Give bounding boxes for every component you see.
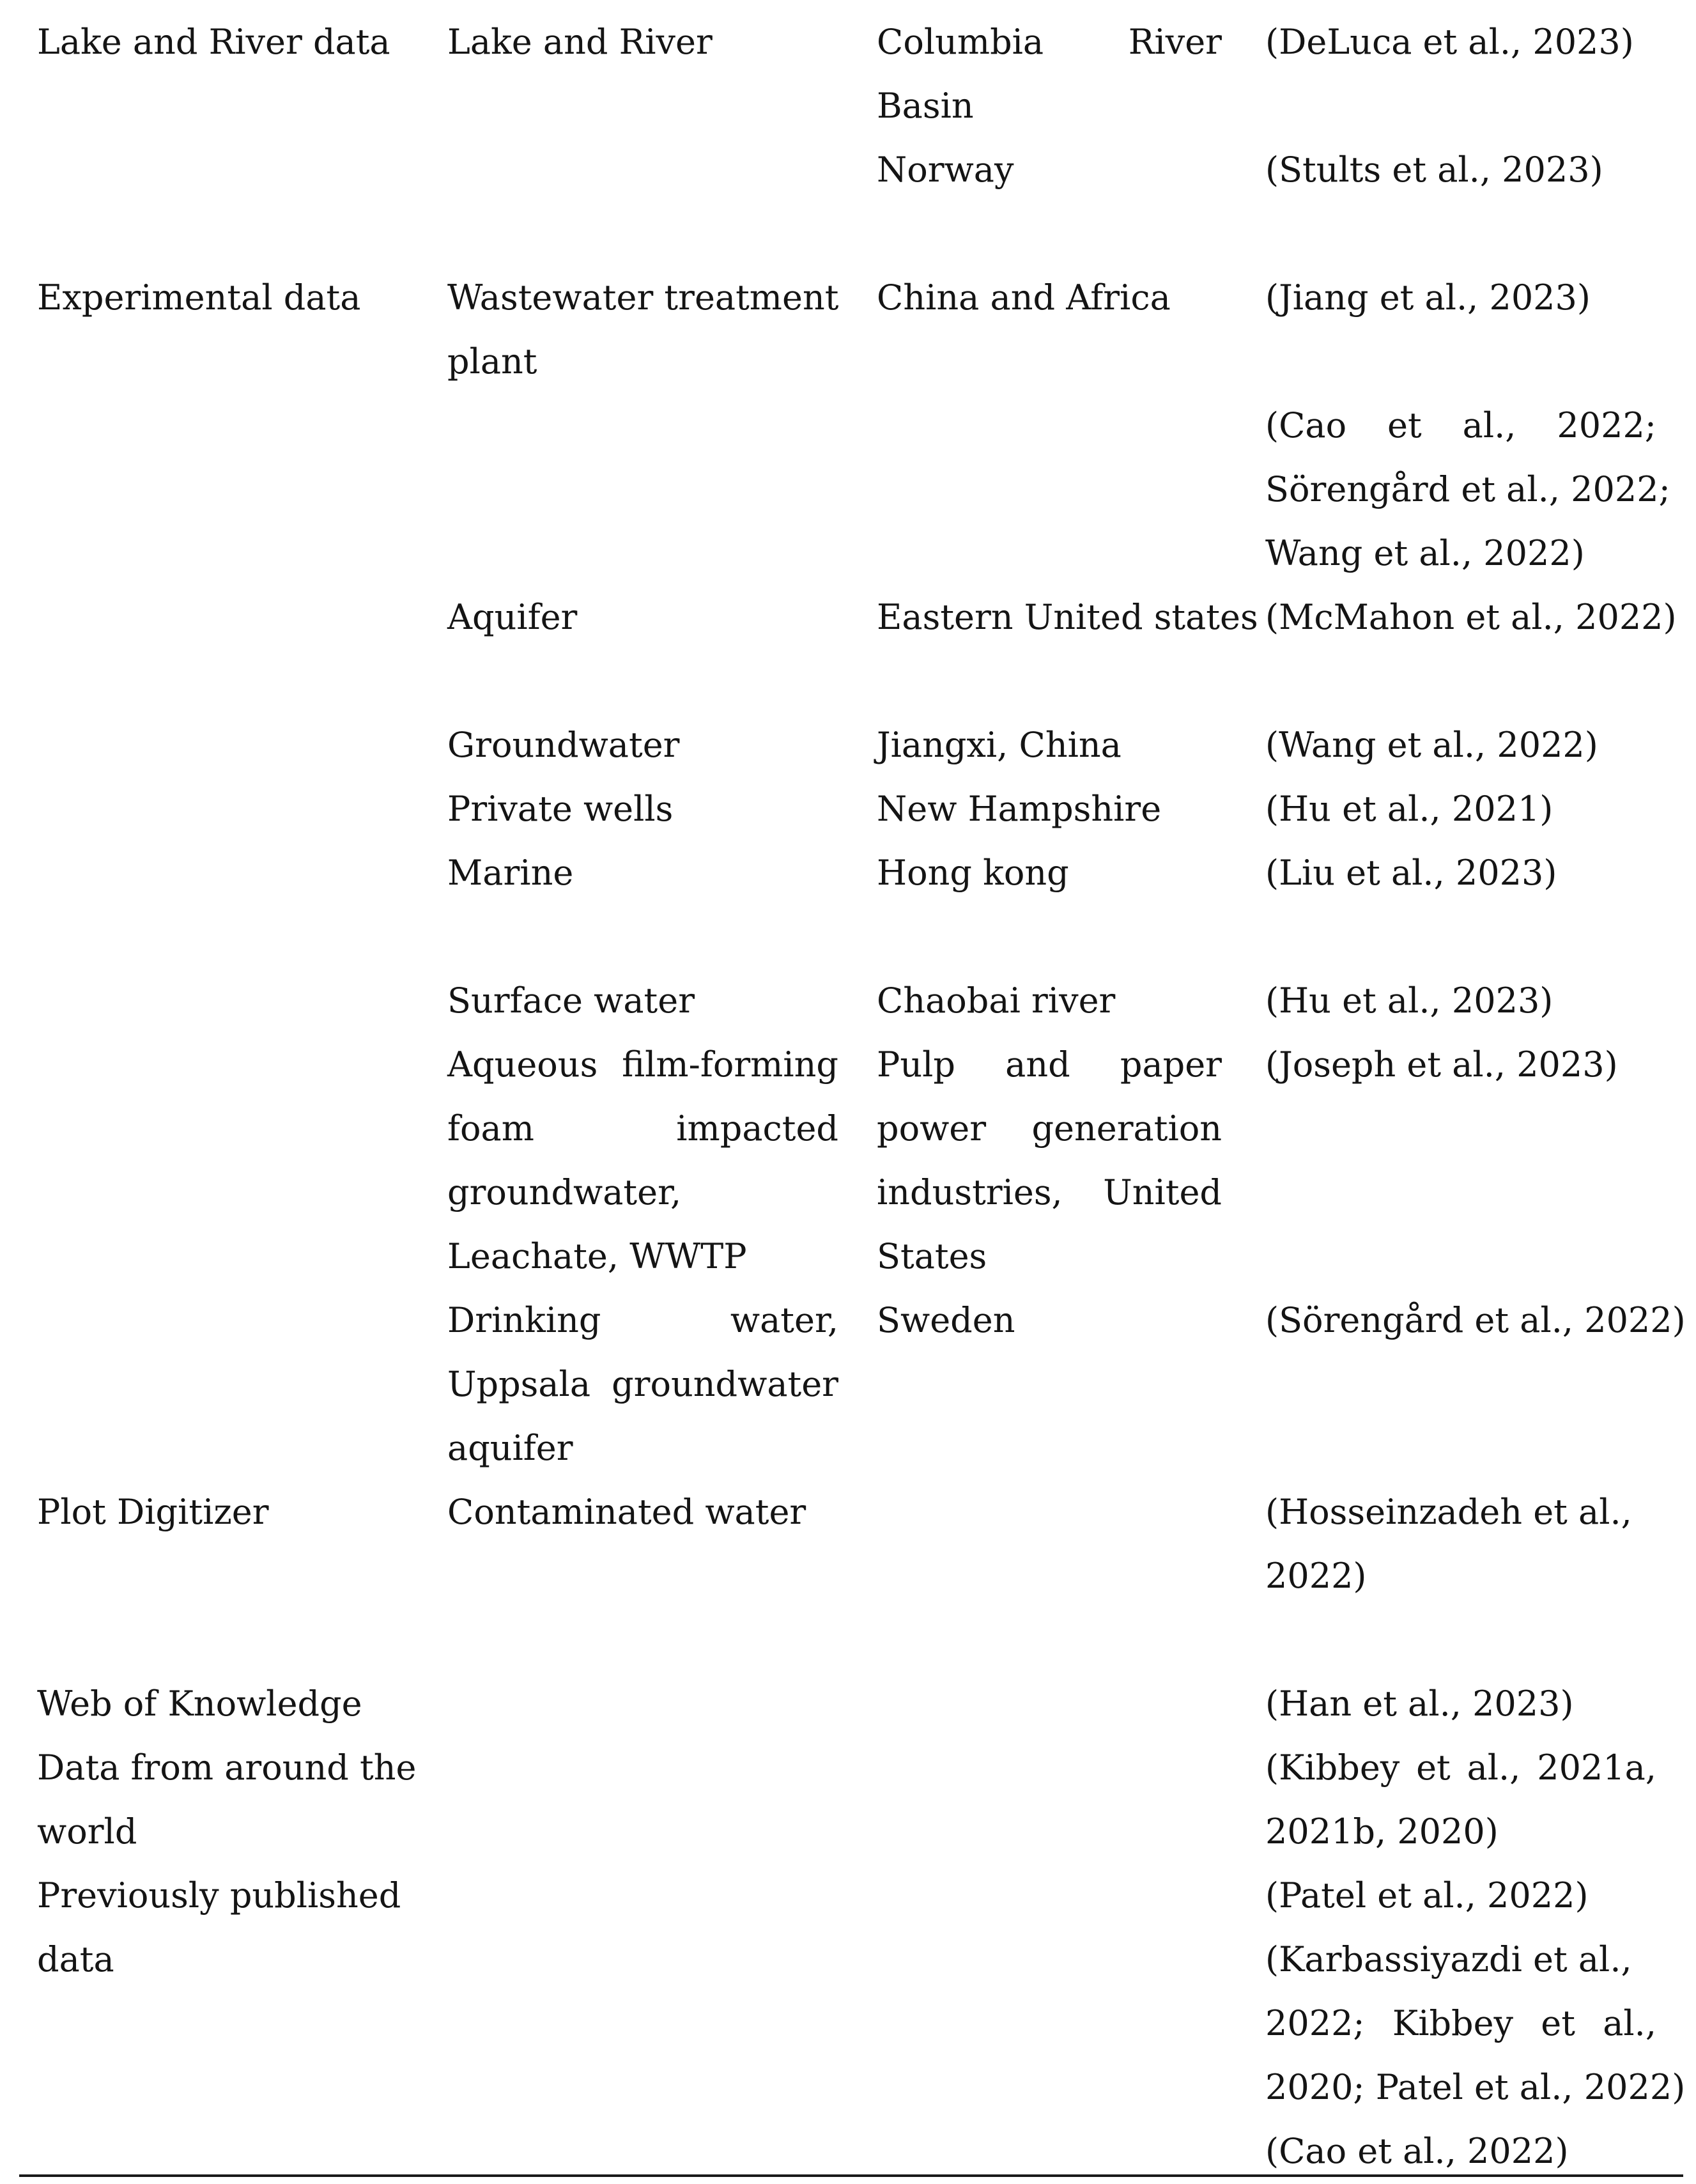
source-previously-published [37, 1864, 420, 1992]
ref-han: (Han et al., 2023) [1265, 1684, 1574, 1724]
matrix-contaminated-water: Contaminated water [447, 1492, 806, 1532]
location-pulp-line4: States [877, 1236, 987, 1276]
ref-stults: (Stults et al., 2023) [1265, 150, 1603, 190]
ref-mcmahon: (McMahon et al., 2022) [1265, 597, 1677, 637]
source-previously-line2: data [37, 1939, 114, 1979]
source-lake-river-data: Lake and River data [37, 22, 390, 62]
location-columbia-line1: Columbia River [877, 22, 1222, 62]
matrix-surface-water: Surface water [447, 980, 695, 1021]
ref-kibbey-line1: (Kibbey et al., 2021a, [1265, 1747, 1656, 1788]
ref-cao-line1: (Cao et al., 2022; [1265, 405, 1656, 445]
ref-hosseinzadeh-line1: (Hosseinzadeh et al., [1265, 1492, 1632, 1532]
ref-cao-line2: Sörengård et al., 2022; [1265, 469, 1670, 509]
ref-wang-2022: (Wang et al., 2022) [1265, 725, 1598, 765]
matrix-lake-river: Lake and River [447, 22, 713, 62]
ref-kibbey-line2: 2021b, 2020) [1265, 1811, 1499, 1852]
location-pulp-line3: industries, United [877, 1172, 1222, 1212]
matrix-afff-line2: foam impacted [447, 1108, 838, 1149]
ref-sorengard: (Sörengård et al., 2022) [1265, 1300, 1686, 1340]
ref-hosseinzadeh [1265, 1480, 1656, 1608]
matrix-afff [447, 1033, 838, 1289]
matrix-private-wells: Private wells [447, 789, 674, 829]
ref-karbassiyazdi-line2: 2022; Kibbey et al., [1265, 2003, 1656, 2043]
ref-cao-2022: (Cao et al., 2022) [1265, 2131, 1569, 2171]
location-pulp-paper [877, 1033, 1222, 1289]
matrix-afff-line1: Aqueous film-forming [447, 1044, 838, 1085]
ref-karbassiyazdi [1265, 1928, 1686, 2119]
location-pulp-line1: Pulp and paper [877, 1044, 1222, 1085]
ref-jiang: (Jiang et al., 2023) [1265, 277, 1591, 318]
matrix-drinking-line1: Drinking water, [447, 1300, 838, 1340]
ref-cao-line3: Wang et al., 2022) [1265, 533, 1585, 573]
location-columbia-line2: Basin [877, 86, 974, 126]
matrix-groundwater: Groundwater [447, 725, 680, 765]
matrix-afff-line4: Leachate, WWTP [447, 1236, 747, 1276]
location-jiangxi: Jiangxi, China [877, 725, 1122, 765]
ref-hosseinzadeh-line2: 2022) [1265, 1556, 1367, 1596]
source-around-world-line1: Data from around the [37, 1747, 417, 1788]
location-pulp-line2: power generation [877, 1108, 1222, 1149]
location-sweden: Sweden [877, 1300, 1015, 1340]
location-eastern-us: Eastern United states [877, 597, 1258, 637]
ref-patel: (Patel et al., 2022) [1265, 1875, 1589, 1916]
location-norway: Norway [877, 150, 1014, 190]
ref-hu-2023: (Hu et al., 2023) [1265, 980, 1553, 1021]
source-around-world-line2: world [37, 1811, 137, 1852]
ref-cao-sorengard-wang [1265, 394, 1670, 585]
location-hong-kong: Hong kong [877, 853, 1069, 893]
matrix-drinking-line2: Uppsala groundwater [447, 1364, 838, 1404]
ref-kibbey [1265, 1736, 1656, 1864]
location-chaobai: Chaobai river [877, 980, 1116, 1021]
matrix-drinking-line3: aquifer [447, 1428, 573, 1468]
matrix-drinking-water [447, 1289, 838, 1480]
ref-liu: (Liu et al., 2023) [1265, 853, 1557, 893]
table-bottom-rule [19, 2174, 1683, 2177]
ref-karbassiyazdi-line3: 2020; Patel et al., 2022) [1265, 2067, 1686, 2107]
matrix-afff-line3: groundwater, [447, 1172, 682, 1212]
source-web-of-knowledge: Web of Knowledge [37, 1684, 362, 1724]
ref-joseph: (Joseph et al., 2023) [1265, 1044, 1618, 1085]
matrix-wastewater [447, 266, 838, 394]
source-plot-digitizer: Plot Digitizer [37, 1492, 269, 1532]
source-previously-line1: Previously published [37, 1875, 401, 1916]
location-china-africa: China and Africa [877, 277, 1171, 318]
location-new-hampshire: New Hampshire [877, 789, 1162, 829]
matrix-wastewater-line1: Wastewater treatment [447, 277, 839, 318]
source-data-around-world [37, 1736, 420, 1864]
matrix-wastewater-line2: plant [447, 341, 537, 382]
ref-karbassiyazdi-line1: (Karbassiyazdi et al., [1265, 1939, 1632, 1979]
location-columbia [877, 10, 1222, 138]
matrix-aquifer: Aquifer [447, 597, 578, 637]
ref-hu-2021: (Hu et al., 2021) [1265, 789, 1553, 829]
matrix-marine: Marine [447, 853, 574, 893]
ref-deluca: (DeLuca et al., 2023) [1265, 22, 1634, 62]
source-experimental-data: Experimental data [37, 277, 361, 318]
